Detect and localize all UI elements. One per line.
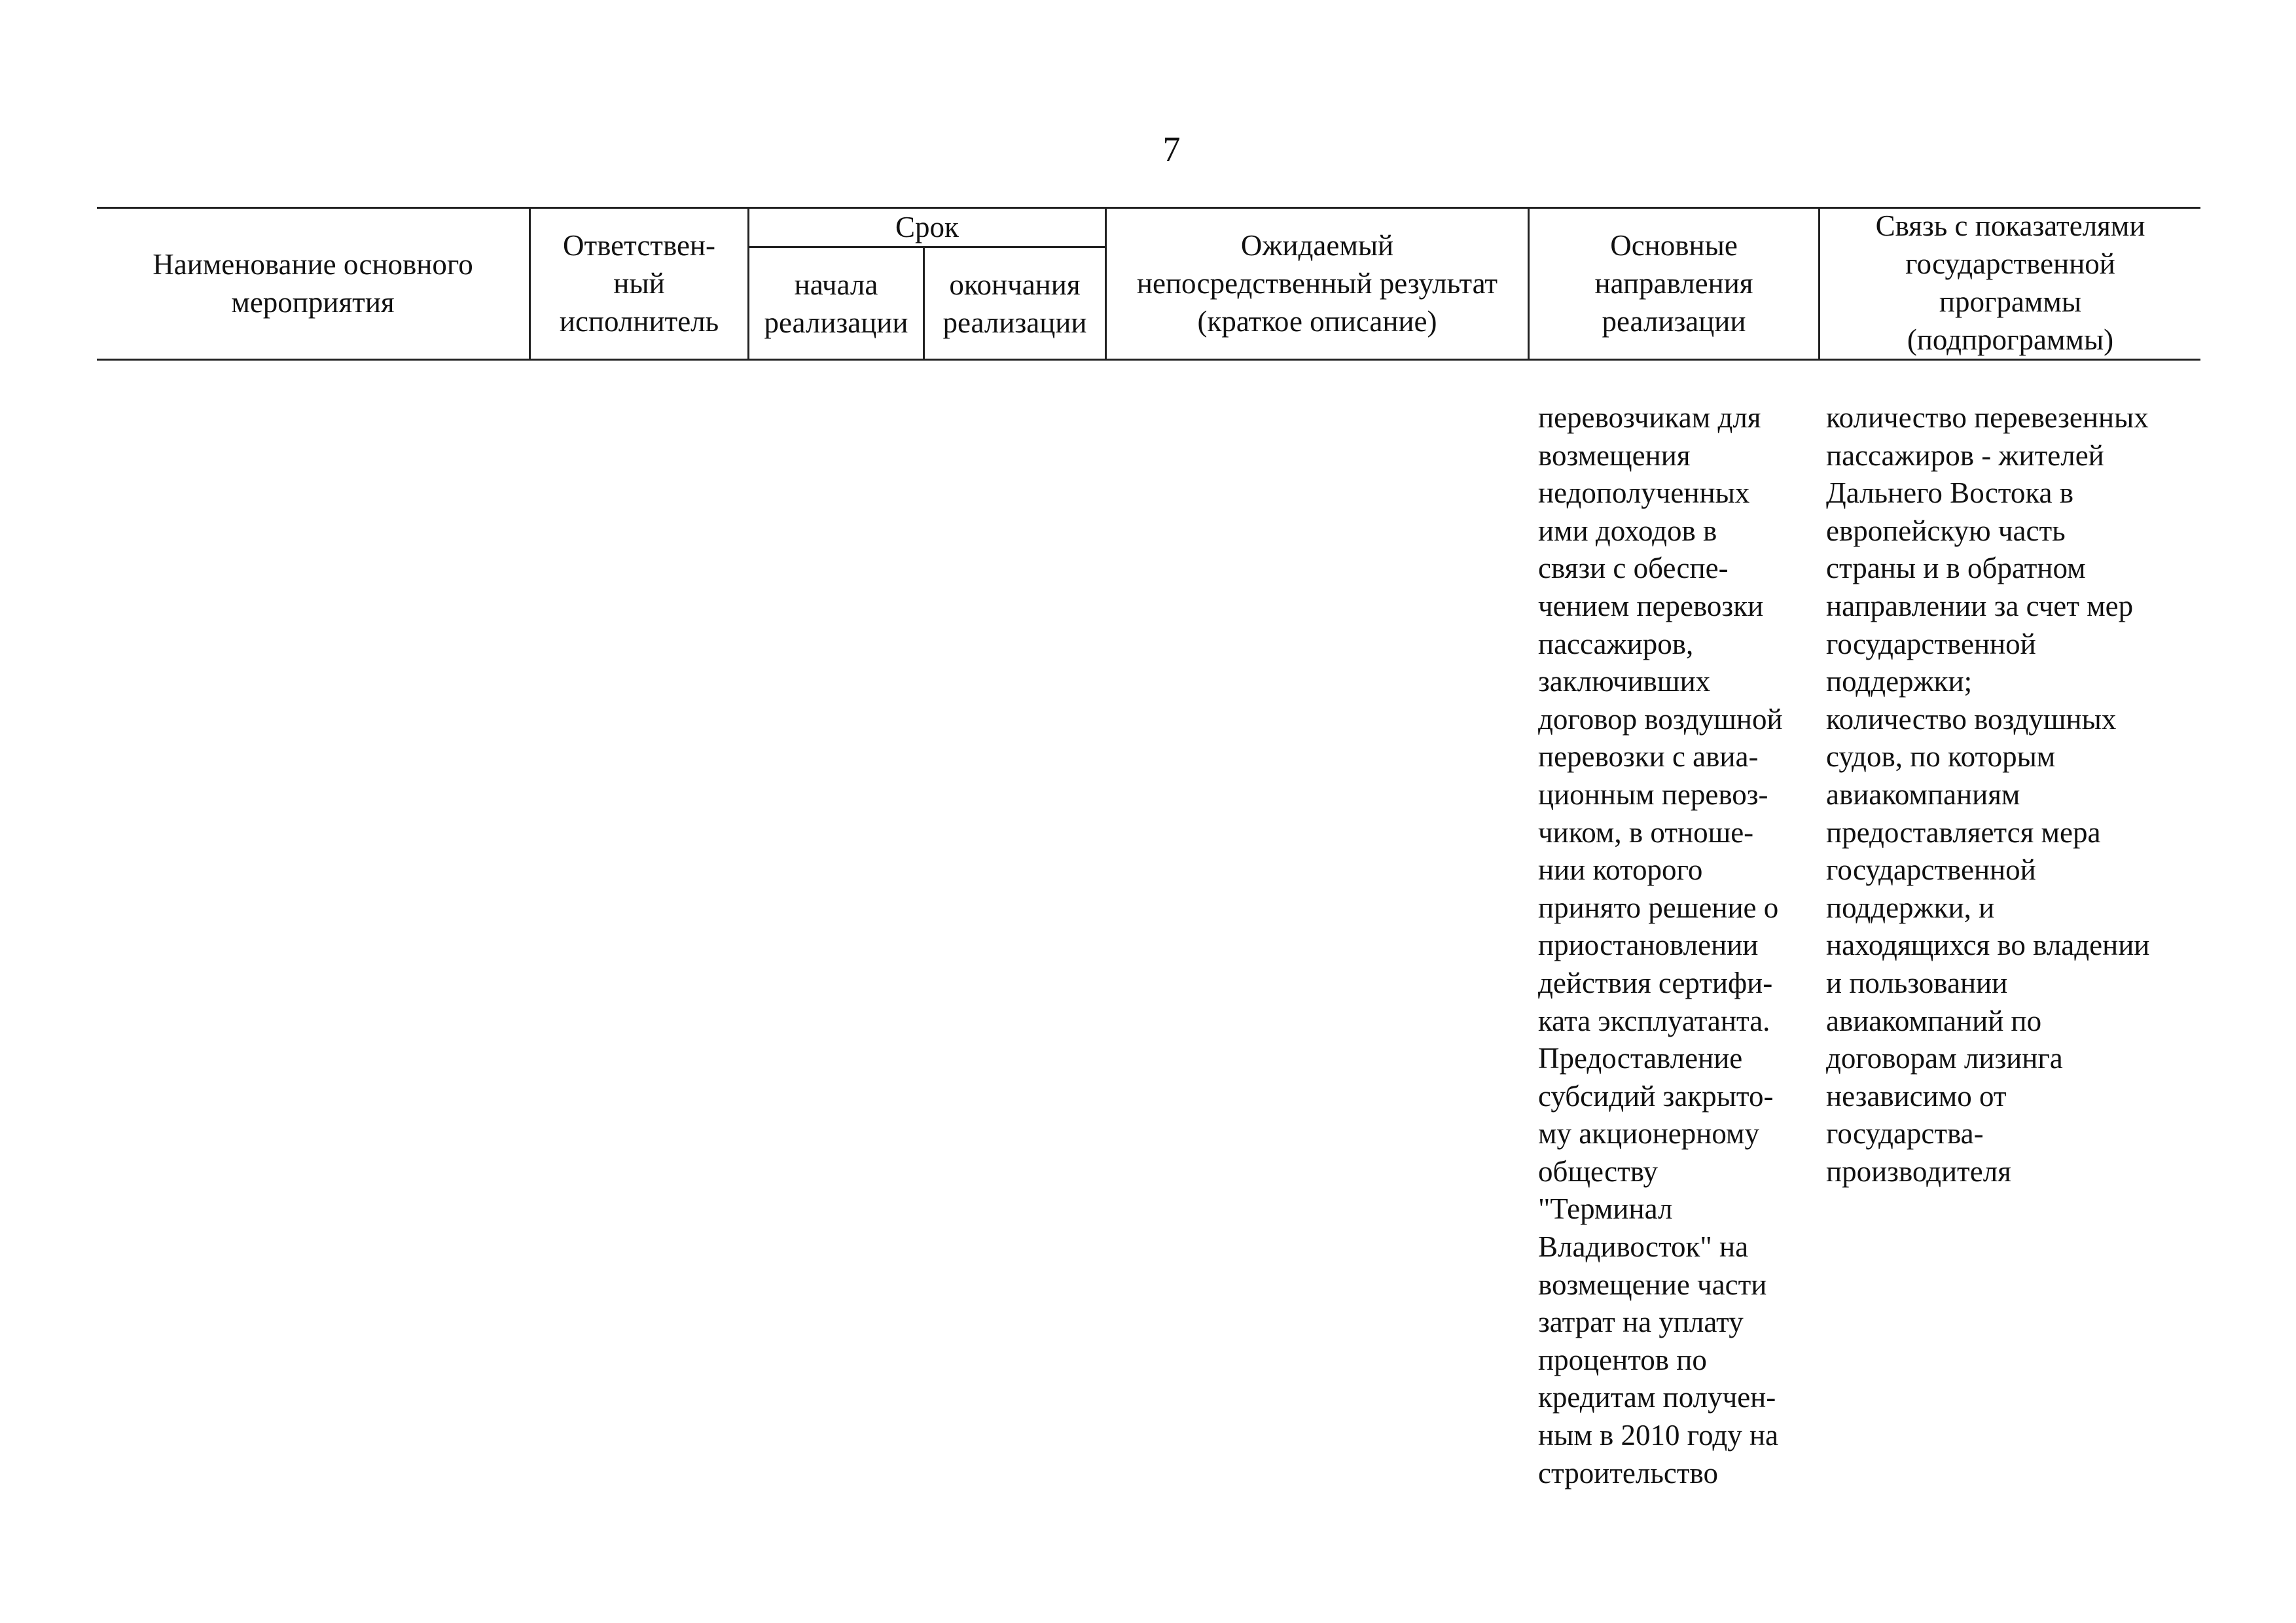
row-directions-text: перевозчикам для возмещения недополученных ими доходов в связи с обеспе- чением перевозки пассажиров, заключивших договор воздушной перевозки с авиа- ционным перевоз- чиком, в отноше- нии которого принято решение о приостановлении действия сертифи- ката эксплуатанта. Предоставление субсидий закрыто- му акционерному обществу "Терминал Владивосток" на возмещение части затрат на уплату процентов по кредитам получен- ным в 2010 году на строительство: [1538, 401, 1783, 1489]
page-number: 7: [1162, 130, 1181, 169]
header-term: Срок: [895, 211, 959, 243]
header-directions: Основные направления реализации: [1594, 229, 1753, 338]
header-name: Наименование основного мероприятия: [152, 248, 473, 319]
header-expected-result: Ожидаемый непосредственный результат (краткое описание): [1136, 229, 1498, 338]
term-split-rule: [748, 246, 1105, 248]
header-term-end: окончания реализации: [942, 268, 1087, 339]
header-indicators: Связь с показателями государственной программы (подпрограммы): [1875, 209, 2145, 356]
row-indicators-text: количество перевезенных пассажиров - жителей Дальнего Востока в европейскую часть страны и в обратном направлении за счет мер государственной поддержки; количество воздушных судов, по которым авиакомпаниям предоставляется мера государственной поддержки, и находящихся во владении и пользовании авиакомпаний по договорам лизинга независимо от государства- производителя: [1826, 401, 2150, 1188]
header-executor: Ответствен- ный исполнитель: [559, 229, 719, 338]
header-term-start: начала реализации: [764, 268, 908, 339]
